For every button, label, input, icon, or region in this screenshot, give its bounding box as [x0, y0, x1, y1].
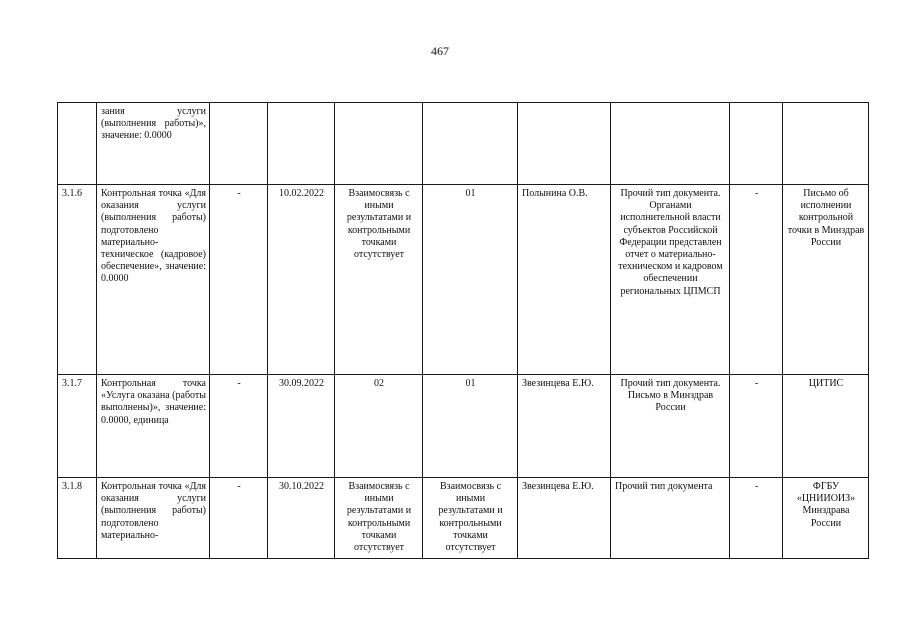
page-number: 467 [431, 44, 449, 58]
dash-cell: - [730, 185, 783, 375]
table-row [58, 103, 869, 185]
code-cell: Взаимосвязь с иными результатами и контрольными точками отсутствует [423, 478, 518, 559]
table-row [58, 478, 869, 559]
relation-cell [335, 103, 423, 185]
dash-cell [210, 103, 268, 185]
result-cell: Письмо об исполнении контрольной точки в Минздрав России [783, 185, 869, 375]
deadline-date [268, 103, 335, 185]
dash-cell: - [210, 185, 268, 375]
document-type [611, 103, 730, 185]
relation-cell: 02 [335, 375, 423, 478]
table-row [58, 185, 869, 375]
dash-cell: - [730, 478, 783, 559]
responsible-person [518, 103, 611, 185]
control-point-name: Контрольная точка «Для оказания услуги (выполнения работы) подготовлено материально- [97, 478, 210, 559]
document-type: Прочий тип документа [611, 478, 730, 559]
code-cell: 01 [423, 185, 518, 375]
dash-cell: - [210, 478, 268, 559]
document-type: Прочий тип документа. Органами исполнительной власти субъектов Российской Федерации представлен отчет о материально-техническом и кадровом обеспечении региональных ЦПМСП [611, 185, 730, 375]
row-number [58, 103, 97, 185]
responsible-person: Звезинцева Е.Ю. [518, 375, 611, 478]
result-cell: ЦИТИС [783, 375, 869, 478]
row-number: 3.1.6 [58, 185, 97, 375]
responsible-person: Звезинцева Е.Ю. [518, 478, 611, 559]
row-number: 3.1.8 [58, 478, 97, 559]
deadline-date: 30.10.2022 [268, 478, 335, 559]
document-type: Прочий тип документа. Письмо в Минздрав России [611, 375, 730, 478]
deadline-date: 10.02.2022 [268, 185, 335, 375]
control-point-name: зания услуги (выполнения работы)», значение: 0.0000 [97, 103, 210, 185]
dash-cell: - [210, 375, 268, 478]
table-row [58, 375, 869, 478]
code-cell [423, 103, 518, 185]
relation-cell: Взаимосвязь с иными результатами и контрольными точками отсутствует [335, 478, 423, 559]
result-cell: ФГБУ «ЦНИИОИЗ» Минздрава России [783, 478, 869, 559]
relation-cell: Взаимосвязь с иными результатами и контрольными точками отсутствует [335, 185, 423, 375]
deadline-date: 30.09.2022 [268, 375, 335, 478]
dash-cell: - [730, 375, 783, 478]
control-point-name: Контрольная точка «Услуга оказана (работы выполнены)», значение: 0.0000, единица [97, 375, 210, 478]
control-point-name: Контрольная точка «Для оказания услуги (выполнения работы) подготовлено материально-техническое (кадровое) обеспечение», значение: 0.0000 [97, 185, 210, 375]
code-cell: 01 [423, 375, 518, 478]
result-cell [783, 103, 869, 185]
dash-cell [730, 103, 783, 185]
responsible-person: Полынина О.В. [518, 185, 611, 375]
control-points-table [57, 102, 869, 559]
row-number: 3.1.7 [58, 375, 97, 478]
